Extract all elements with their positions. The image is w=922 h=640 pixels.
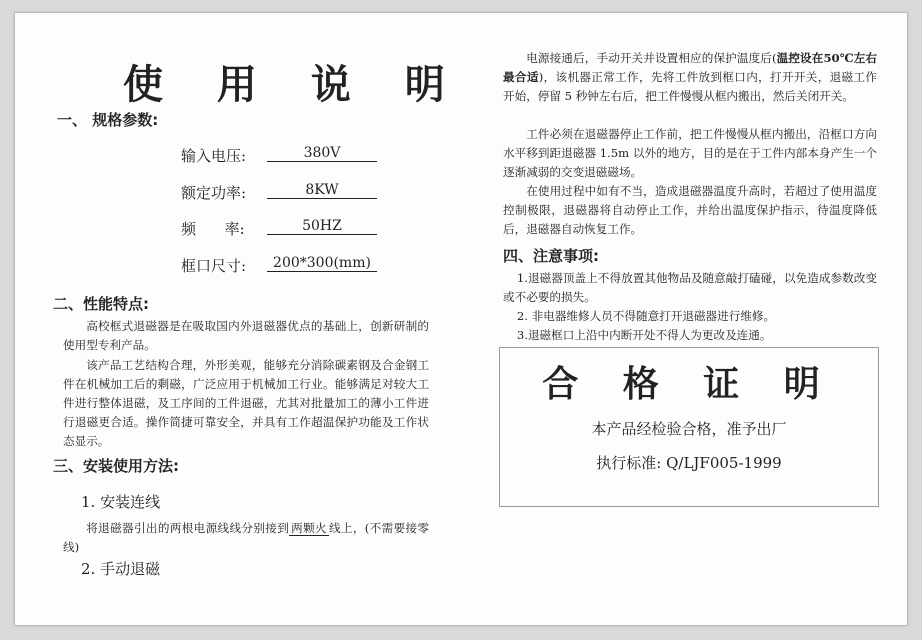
spec-value-power: 8KW — [267, 182, 377, 199]
certificate-box — [499, 347, 879, 507]
usage-sub-manual-demag: 2. 手动退磁 — [81, 560, 161, 578]
wiring-underlined: 两颗火 — [291, 521, 327, 535]
spec-label-power: 额定功率: — [181, 184, 247, 202]
section-notes-heading: 四、注意事项: — [503, 247, 599, 265]
certificate-standard: 执行标准: Q/LJF005-1999 — [596, 454, 782, 472]
note-item-2: 2. 非电器维修人员不得随意打开退磁器进行维修。 — [516, 309, 776, 323]
features-paragraph-1: 高校框式退磁器是在吸取国内外退磁器优点的基础上，创新研制的使用型专利产品。 — [63, 319, 429, 352]
temp-note: 温控设在50℃左右最合适 — [503, 51, 877, 84]
section-features-heading: 二、性能特点: — [53, 295, 149, 313]
usage-sub-wiring: 1. 安装连线 — [81, 493, 161, 511]
spec-label-frequency: 频 率: — [181, 220, 245, 238]
right-paragraph-1: 电源接通后，手动开关并设置相应的保护温度后(温控设在50℃左右最合适)，该机器正常工作，先将工件放到框口内，打开开关，退磁工作开始，停留 5 秒钟左右后，把工件慢慢从框内搬出，然后关闭开关。 — [503, 51, 877, 103]
section-usage-heading: 三、安装使用方法: — [53, 457, 179, 475]
manual-sheet — [14, 12, 908, 626]
page-title: 使 用 说 明 — [123, 62, 465, 108]
certificate-title: 合 格 证 明 — [542, 364, 836, 405]
section-specs-heading: 一、 规格参数: — [57, 111, 159, 129]
right-paragraph-3: 在使用过程中如有不当，造成退磁器温度升高时，若超过了使用温度控制极限，退磁器将自动停止工作，并给出温度保护指示，待温度降低后，退磁器自动恢复工作。 — [503, 184, 877, 236]
spec-label-frame-size: 框口尺寸: — [181, 257, 247, 275]
spec-value-frequency: 50HZ — [267, 218, 377, 235]
features-paragraph-2: 该产品工艺结构合理，外形美观，能够充分消除碳素钢及合金钢工件在机械加工后的剩磁，广泛应用于机械加工行业。能够满足对较大工件进行整体退磁，及工序间的工件退磁，尤其对批量加工的薄小工件进行退磁更合适。操作简捷可靠安全，并具有工作超温保护功能及工作状态显示。 — [63, 358, 429, 448]
spec-label-voltage: 输入电压: — [181, 147, 247, 165]
note-item-3: 3.退磁框口上沿中内断开处不得人为更改及连通。 — [516, 328, 772, 342]
note-item-1: 1.退磁器顶盖上不得放置其他物品及随意敲打磕碰，以免造成参数改变或不必要的损失。 — [503, 271, 877, 304]
right-paragraph-2: 工件必须在退磁器停止工作前，把工件慢慢从框内搬出，沿框口方向水平移到距退磁器 1.5m 以外的地方，目的是在于工件内部本身产生一个逐渐减弱的交变退磁磁场。 — [503, 127, 877, 179]
wiring-paragraph: 将退磁器引出的两根电源线线分别接到 两颗火 线上，(不需要接零线) — [63, 521, 429, 554]
spec-value-frame-size: 200*300(mm) — [267, 255, 377, 272]
certificate-approval: 本产品经检验合格，准予出厂 — [591, 420, 787, 438]
spec-value-voltage: 380V — [267, 145, 377, 162]
